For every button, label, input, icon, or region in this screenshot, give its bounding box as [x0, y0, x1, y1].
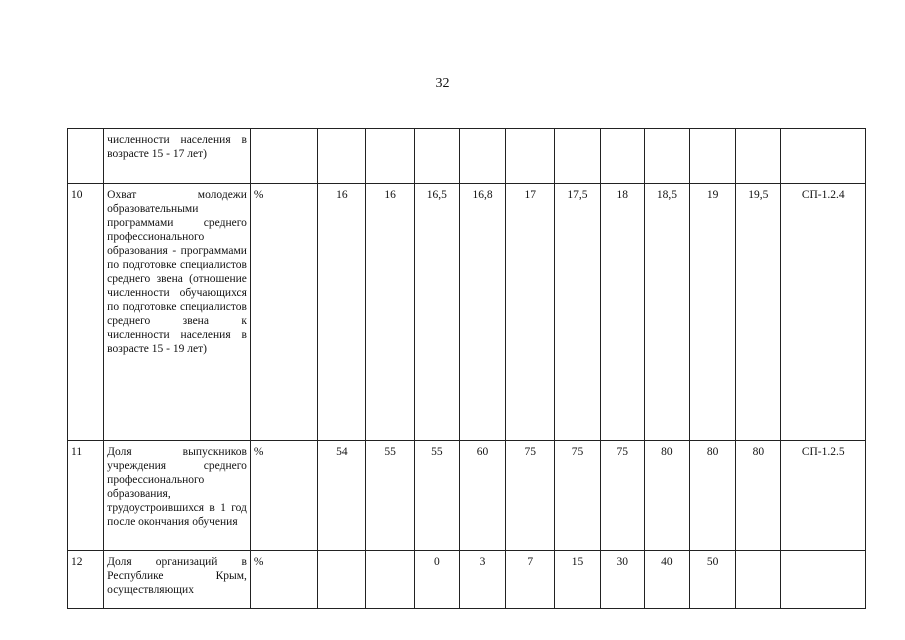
- value: 30: [616, 556, 628, 568]
- value: 17: [524, 189, 536, 201]
- value: 16: [384, 189, 396, 201]
- value-cell: [644, 129, 689, 184]
- value: 19,5: [748, 189, 769, 201]
- table-row: [68, 441, 866, 551]
- unit-cell: [250, 441, 317, 551]
- value: 80: [661, 446, 673, 458]
- indicator-table: [67, 128, 866, 609]
- value-cell: [318, 551, 366, 609]
- indicator-description-cell: [104, 184, 251, 441]
- value-cell: [690, 551, 736, 609]
- value-cell: [690, 129, 736, 184]
- unit-cell: [250, 551, 317, 609]
- value-cell: [506, 129, 555, 184]
- value: 50: [706, 556, 719, 568]
- program-code-cell: [781, 184, 866, 441]
- value: 75: [571, 446, 584, 458]
- value: 17,5: [567, 189, 588, 201]
- value-cell: [318, 184, 366, 441]
- value-cell: [318, 441, 366, 551]
- program-code-cell: [781, 441, 866, 551]
- value: 19: [706, 189, 719, 201]
- row-number: 12: [71, 556, 83, 568]
- value: 18,5: [656, 189, 677, 201]
- row-number: 10: [71, 189, 83, 201]
- value: 16: [336, 189, 348, 201]
- row-number-cell: [68, 129, 104, 184]
- value: 54: [336, 446, 348, 458]
- value-cell: [736, 184, 781, 441]
- value-cell: [459, 551, 505, 609]
- value: 16,8: [472, 189, 493, 201]
- value-cell: [736, 441, 781, 551]
- value: 7: [527, 556, 534, 568]
- indicator-description-cell: [104, 551, 251, 609]
- value-cell: [506, 551, 555, 609]
- row-number-cell: [68, 184, 104, 441]
- indicator-description: Доля выпускников учреждения среднего профессионального образования, трудоустроившихся в 1 год после окончания обучения: [107, 446, 247, 528]
- value-cell: [600, 441, 644, 551]
- value-cell: [414, 129, 459, 184]
- value-cell: [414, 441, 459, 551]
- row-number-cell: [68, 551, 104, 609]
- value-cell: [555, 551, 600, 609]
- value: 75: [524, 446, 536, 458]
- row-number-cell: [68, 441, 104, 551]
- value-cell: [414, 551, 459, 609]
- value-cell: [366, 441, 414, 551]
- value-cell: [644, 184, 689, 441]
- value-cell: [555, 129, 600, 184]
- indicator-description-cell: [104, 129, 251, 184]
- value: 0: [433, 556, 440, 568]
- indicator-description: Охват молодежи образовательными программами среднего профессионального образования - программами по подготовке специалистов среднего звена (отношение численности обучающихся по подготовке специалистов среднего звена к численности населения в возрасте 15 - 19 лет): [107, 189, 247, 355]
- indicator-description-cell: [104, 441, 251, 551]
- value: 16,5: [426, 189, 447, 201]
- table-row: [68, 129, 866, 184]
- value-cell: [736, 129, 781, 184]
- value-cell: [459, 184, 505, 441]
- indicator-description: Доля организаций в Республике Крым, осуществляющих: [107, 556, 247, 596]
- page-number: 32: [435, 76, 450, 91]
- value: 75: [616, 446, 628, 458]
- value-cell: [366, 184, 414, 441]
- table-row: [68, 184, 866, 441]
- unit: %: [253, 446, 264, 458]
- unit: %: [253, 556, 264, 568]
- value: 3: [479, 556, 486, 568]
- value-cell: [736, 551, 781, 609]
- value-cell: [600, 184, 644, 441]
- value-cell: [600, 551, 644, 609]
- value-cell: [600, 129, 644, 184]
- value-cell: [318, 129, 366, 184]
- value: 15: [571, 556, 584, 568]
- program-code-cell: [781, 551, 866, 609]
- value-cell: [506, 441, 555, 551]
- value-cell: [506, 184, 555, 441]
- value: 18: [616, 189, 628, 201]
- value-cell: [690, 441, 736, 551]
- indicator-description: численности населения в возрасте 15 - 17 лет): [107, 134, 247, 160]
- value-cell: [555, 184, 600, 441]
- row-number: 11: [71, 446, 83, 458]
- value-cell: [414, 184, 459, 441]
- unit: %: [253, 189, 264, 201]
- value: 80: [752, 446, 765, 458]
- value-cell: [690, 184, 736, 441]
- value: 40: [661, 556, 673, 568]
- program-code: СП-1.2.5: [801, 446, 845, 458]
- value-cell: [644, 441, 689, 551]
- value-cell: [366, 129, 414, 184]
- program-code-cell: [781, 129, 866, 184]
- table-row: [68, 551, 866, 609]
- value-cell: [644, 551, 689, 609]
- unit-cell: [250, 129, 317, 184]
- value-cell: [555, 441, 600, 551]
- unit-cell: [250, 184, 317, 441]
- value-cell: [366, 551, 414, 609]
- value: 60: [476, 446, 489, 458]
- value: 55: [384, 446, 396, 458]
- value: 80: [706, 446, 719, 458]
- value: 55: [431, 446, 443, 458]
- value-cell: [459, 441, 505, 551]
- value-cell: [459, 129, 505, 184]
- program-code: СП-1.2.4: [801, 189, 845, 201]
